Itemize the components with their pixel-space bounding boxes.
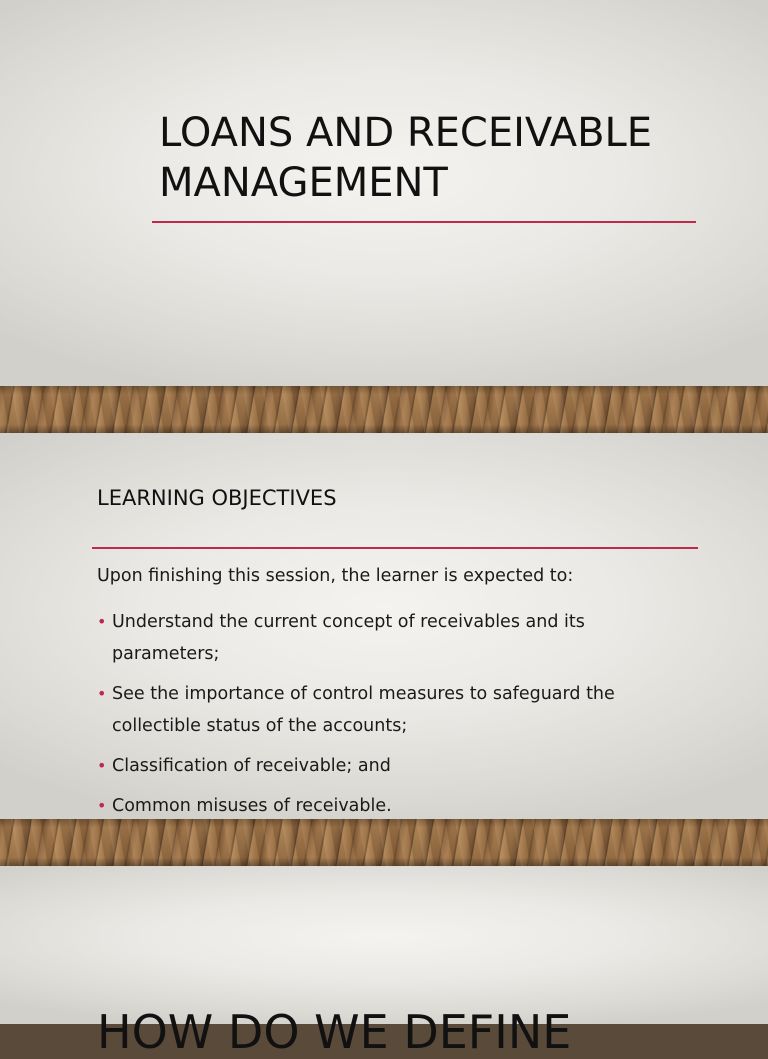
title-line-2: MANAGEMENT (159, 160, 448, 206)
objectives-heading: LEARNING OBJECTIVES (97, 486, 337, 510)
objective-text: Understand the current concept of receivables and its parameters; (112, 612, 585, 664)
objectives-intro: Upon finishing this session, the learner is expected to: (97, 566, 574, 586)
objective-text: Common misuses of receivable. (112, 796, 392, 816)
slide-title-heading (159, 108, 749, 208)
list-item (97, 790, 657, 822)
objectives-list (97, 606, 657, 830)
list-item (97, 606, 657, 670)
objectives-divider (92, 547, 698, 549)
list-item (97, 678, 657, 742)
slide-learning-objectives (0, 433, 768, 819)
title-divider (152, 221, 696, 223)
definition-heading: HOW DO WE DEFINE (97, 1005, 572, 1059)
slide-title (0, 0, 768, 386)
wood-floor-divider (0, 386, 768, 433)
bullet-icon: • (97, 756, 107, 775)
title-line-1: LOANS AND RECEIVABLE (159, 110, 653, 156)
objective-text: Classification of receivable; and (112, 756, 391, 776)
objective-text: See the importance of control measures to safeguard the collectible status of the accounts; (112, 684, 615, 736)
bullet-icon: • (97, 796, 107, 815)
bullet-icon: • (97, 612, 107, 631)
wood-floor-divider (0, 819, 768, 866)
bullet-icon: • (97, 684, 107, 703)
list-item (97, 750, 657, 782)
slide-definition (0, 866, 768, 1059)
